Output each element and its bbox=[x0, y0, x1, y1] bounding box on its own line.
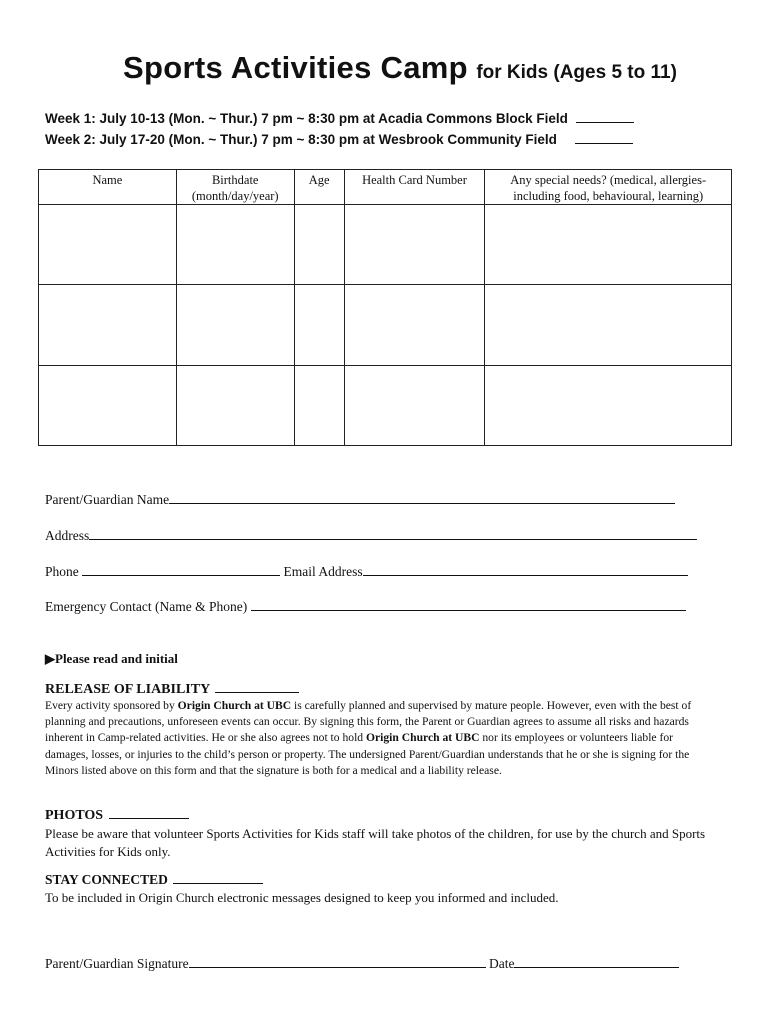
cell-birthdate-3[interactable] bbox=[176, 365, 294, 445]
release-initial-line[interactable] bbox=[215, 680, 299, 693]
header-birthdate: Birthdate (month/day/year) bbox=[176, 170, 294, 205]
parent-name-field bbox=[45, 491, 675, 509]
emergency-line[interactable] bbox=[251, 598, 686, 611]
email-label: Email Address bbox=[283, 564, 363, 579]
week-1-label: Week 1: bbox=[45, 111, 96, 126]
cell-health-1[interactable] bbox=[344, 205, 485, 285]
release-text: Every activity sponsored by Origin Church at UBC is carefully planned and supervised by mature people. However, even with the best of planning and precautions, unforeseen events can occur. By signing this form, the Parent or Guardian agrees to assume all risks and hazards inherent in Camp-related activities. He or she also agrees not to hold Origin Church at UBC nor its employees or volunteers liable for damages, losses, or injuries to the child’s person or property. The undersigned Parent/Guardian understands that he or she is signing for the Minors listed above on this form and that the signature is both for a medical and a liability release. bbox=[45, 699, 692, 777]
release-heading-line bbox=[45, 680, 299, 698]
header-health-card: Health Card Number bbox=[344, 170, 485, 205]
org-name: Origin Church at UBC bbox=[177, 699, 292, 712]
address-line[interactable] bbox=[89, 527, 697, 540]
cell-needs-1[interactable] bbox=[485, 205, 732, 285]
emergency-label: Emergency Contact (Name & Phone) bbox=[45, 599, 248, 614]
registration-table bbox=[38, 169, 732, 446]
table-header-row bbox=[39, 170, 732, 205]
week-1-text: July 10-13 (Mon. ~ Thur.) 7 pm ~ 8:30 pm at Acadia Commons Block Field bbox=[99, 111, 568, 126]
emergency-field bbox=[45, 598, 686, 616]
stay-connected-initial-line[interactable] bbox=[173, 871, 263, 884]
stay-connected-text: To be included in Origin Church electronic messages designed to keep you informed and included. bbox=[45, 890, 559, 905]
cell-name-3[interactable] bbox=[39, 365, 177, 445]
initial-note: ▶Please read and initial bbox=[45, 651, 178, 666]
table-row bbox=[39, 285, 732, 365]
photos-text: Please be aware that volunteer Sports Activities for Kids staff will take photos of the children, for use by the church and Sports Activities for Kids only. bbox=[45, 826, 706, 859]
photos-heading-line bbox=[45, 806, 189, 824]
cell-name-1[interactable] bbox=[39, 205, 177, 285]
week-2-checkbox-line[interactable] bbox=[575, 131, 633, 144]
photos-initial-line[interactable] bbox=[109, 806, 189, 819]
cell-age-1[interactable] bbox=[294, 205, 344, 285]
phone-line[interactable] bbox=[82, 563, 280, 576]
cell-age-2[interactable] bbox=[294, 285, 344, 365]
cell-age-3[interactable] bbox=[294, 365, 344, 445]
phone-email-field bbox=[45, 563, 688, 581]
org-name: Origin Church at UBC bbox=[366, 731, 480, 745]
address-label: Address bbox=[45, 528, 90, 543]
cell-name-2[interactable] bbox=[39, 285, 177, 365]
title-subtitle: for Kids (Ages 5 to 11) bbox=[476, 62, 677, 83]
table-row bbox=[39, 365, 732, 445]
form-title bbox=[0, 50, 770, 86]
address-field bbox=[45, 527, 697, 545]
week-1-checkbox-line[interactable] bbox=[576, 110, 634, 123]
week-2-text: July 17-20 (Mon. ~ Thur.) 7 pm ~ 8:30 pm at Wesbrook Community Field bbox=[99, 132, 557, 147]
cell-birthdate-2[interactable] bbox=[176, 285, 294, 365]
parent-name-label: Parent/Guardian Name bbox=[45, 492, 170, 507]
cell-needs-3[interactable] bbox=[485, 365, 732, 445]
week-1-line bbox=[45, 110, 634, 126]
cell-health-3[interactable] bbox=[344, 365, 485, 445]
header-special-needs: Any special needs? (medical, allergies- including food, behavioural, learning) bbox=[485, 170, 732, 205]
week-2-line bbox=[45, 131, 633, 147]
photos-heading: PHOTOS bbox=[45, 808, 104, 823]
stay-connected-heading-line bbox=[45, 871, 263, 888]
cell-needs-2[interactable] bbox=[485, 285, 732, 365]
title-main: Sports Activities Camp bbox=[123, 50, 468, 85]
cell-health-2[interactable] bbox=[344, 285, 485, 365]
date-label: Date bbox=[488, 956, 515, 971]
parent-name-line[interactable] bbox=[169, 491, 675, 504]
header-age: Age bbox=[294, 170, 344, 205]
table-row bbox=[39, 205, 732, 285]
phone-label: Phone bbox=[45, 564, 79, 579]
signature-field bbox=[45, 955, 679, 973]
cell-birthdate-1[interactable] bbox=[176, 205, 294, 285]
stay-connected-heading: STAY CONNECTED bbox=[45, 872, 168, 887]
signature-label: Parent/Guardian Signature bbox=[45, 956, 189, 971]
date-line[interactable] bbox=[514, 955, 679, 968]
header-name: Name bbox=[39, 170, 177, 205]
week-2-label: Week 2: bbox=[45, 132, 96, 147]
release-heading: RELEASE OF LIABILITY bbox=[45, 682, 210, 697]
email-line[interactable] bbox=[363, 563, 688, 576]
signature-line[interactable] bbox=[189, 955, 486, 968]
